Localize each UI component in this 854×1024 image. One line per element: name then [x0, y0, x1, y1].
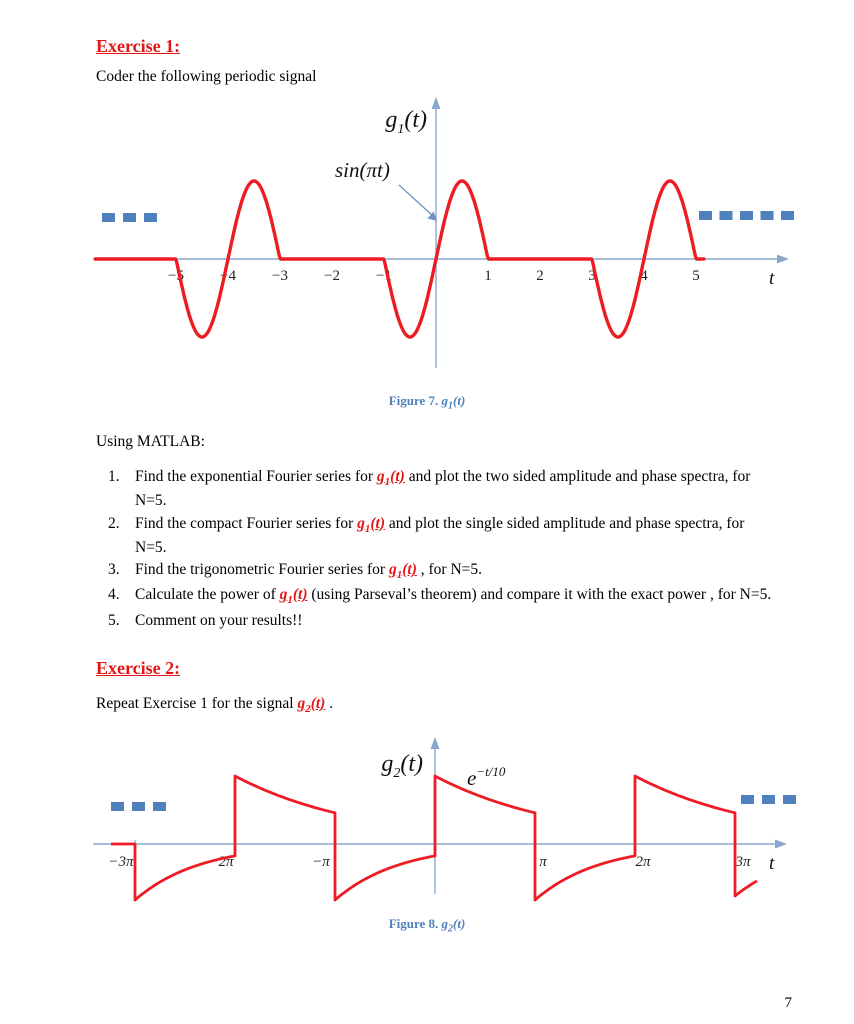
- exercise1-heading: Exercise 1:: [96, 36, 181, 56]
- figure2-axes-and-curve: [93, 737, 796, 900]
- signal-ref-g2: $g_2(t)$: [297, 694, 326, 716]
- svg-text:3: 3: [588, 268, 596, 285]
- fig2-ylabel: $g_2(t)$: [381, 751, 423, 782]
- task-number: 3.: [108, 561, 120, 579]
- figure2: [47, 729, 807, 935]
- task-number: 1.: [108, 467, 120, 485]
- task-text-post: and plot the two sided amplitude and phase spectra, for N=5.: [135, 467, 751, 510]
- svg-text:π: π: [539, 854, 547, 871]
- fig1-xlabel: t: [769, 268, 775, 290]
- fig2-xlabel: t: [769, 853, 775, 875]
- task-list: [96, 466, 790, 634]
- figure1-plot: [47, 91, 807, 391]
- svg-text:−4: −4: [220, 268, 236, 285]
- fig1-ylabel: $g_1(t)$: [385, 107, 427, 138]
- svg-text:−2: −2: [324, 268, 340, 285]
- svg-text:2: 2: [536, 268, 544, 285]
- signal-ref-g1: $g_1(t)$: [357, 514, 385, 535]
- svg-text:3π: 3π: [735, 854, 751, 871]
- exercise2-intro-post: .: [325, 694, 334, 712]
- svg-text:−5: −5: [168, 268, 184, 285]
- figure1-caption-prefix: Figure 7.: [388, 393, 439, 409]
- svg-text:5: 5: [692, 268, 700, 285]
- task-text-post: , for N=5.: [416, 561, 483, 579]
- task-text: [135, 559, 775, 583]
- svg-text:−π: −π: [312, 854, 330, 871]
- figure1-axes-and-curve: [93, 97, 794, 368]
- task-text-pre: Find the exponential Fourier series for: [135, 467, 377, 485]
- task-text-pre: Find the trigonometric Fourier series for: [135, 561, 389, 579]
- task-number: 4.: [108, 586, 120, 604]
- svg-text:−3π: −3π: [108, 854, 134, 871]
- task-text-pre: Comment on your results!!: [135, 611, 303, 629]
- figure2-caption: [47, 916, 807, 935]
- task-number: 2.: [108, 514, 120, 532]
- signal-ref-g1: $g_1(t)$: [376, 467, 405, 488]
- task-item-1: [108, 466, 790, 512]
- exercise1-intro: Coder the following periodic signal: [96, 68, 317, 85]
- signal-ref-g1: $g_1(t)$: [388, 561, 417, 582]
- fig2-annotation-exp: $e^{-t/10}$: [467, 764, 506, 791]
- exercise2-intro: [96, 695, 790, 715]
- page-number: 7: [784, 995, 792, 1011]
- task-number: 5.: [108, 611, 120, 629]
- svg-text:4: 4: [640, 268, 648, 285]
- svg-text:−1: −1: [376, 268, 392, 285]
- svg-text:1: 1: [484, 268, 492, 285]
- exercise2-intro-pre: Repeat Exercise 1 for the signal: [96, 694, 298, 712]
- task-item-4: [108, 584, 790, 608]
- task-text-pre: Find the compact Fourier series for: [135, 514, 358, 532]
- figure1-caption-signal: $g_1(t)$: [441, 393, 466, 412]
- task-text-post: and plot the single sided amplitude and phase spectra, for N=5.: [135, 514, 745, 556]
- signal-ref-g1: $g_1(t)$: [279, 586, 308, 607]
- figure1: [47, 91, 807, 412]
- figure2-plot: [47, 729, 807, 914]
- exercise2-heading: Exercise 2:: [96, 657, 181, 678]
- svg-text:2π: 2π: [635, 854, 651, 871]
- task-text: [135, 610, 775, 634]
- figure1-caption: [47, 393, 807, 412]
- task-text: [135, 584, 775, 608]
- svg-text:−2π: −2π: [208, 854, 234, 871]
- task-text: [135, 513, 775, 559]
- task-item-3: [108, 559, 790, 583]
- fig1-annotation-sin: sin(πt): [335, 158, 390, 183]
- task-text-post: (using Parseval’s theorem) and compare it with the exact power , for N=5.: [307, 586, 772, 604]
- task-item-5: [108, 610, 790, 634]
- task-text: [135, 466, 775, 512]
- task-text-pre: Calculate the power of: [135, 586, 280, 604]
- figure2-caption-prefix: Figure 8.: [388, 916, 439, 932]
- matlab-heading: Using MATLAB:: [96, 432, 205, 450]
- figure2-caption-signal: $g_2(t)$: [441, 916, 466, 935]
- svg-text:−3: −3: [272, 268, 288, 285]
- task-item-2: [108, 513, 790, 559]
